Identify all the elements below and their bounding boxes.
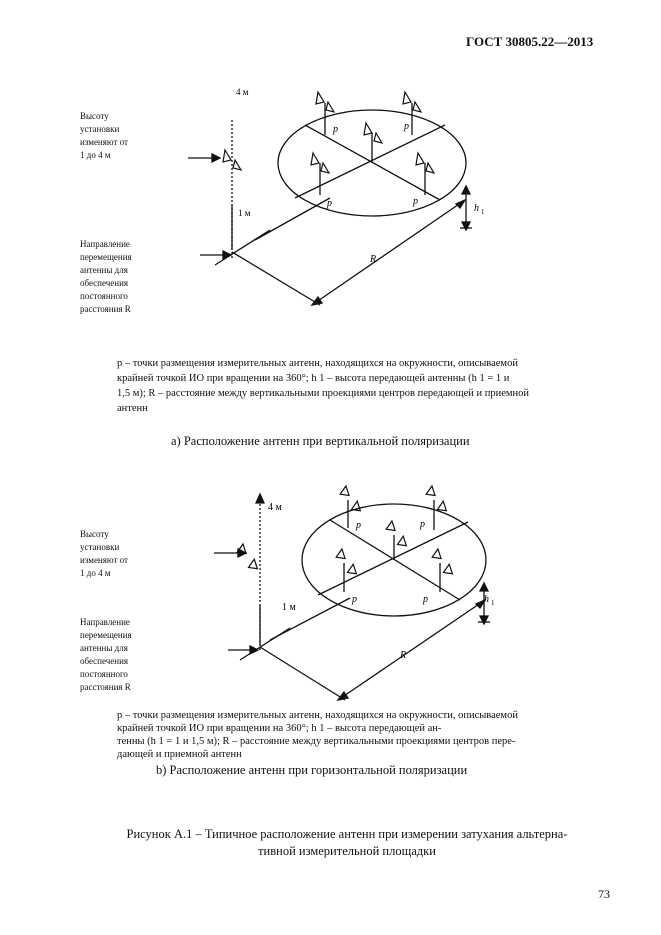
- caption-line: антенн: [117, 403, 148, 414]
- label-1m-a: 1 м: [238, 208, 251, 218]
- side-note-line: Высоту: [80, 529, 109, 539]
- side-note-line: изменяют от: [80, 137, 128, 147]
- label-R-b: R: [400, 650, 407, 661]
- label-4m-b: 4 м: [268, 502, 282, 513]
- caption-line: крайней точкой ИО при вращении на 360°; h 1 – высота передающей антенны (h 1 = 1 и: [117, 373, 510, 384]
- figure-b-caption: [117, 709, 614, 761]
- figure-title-line: Рисунок А.1 – Типичное расположение антенн при измерении затухания альтерна-: [126, 827, 568, 841]
- figure-b-subtitle: b) Расположение антенн при горизонтальной поляризации: [156, 763, 468, 777]
- standard-header: ГОСТ 30805.22—2013: [466, 34, 594, 49]
- caption-line: дающей и приемной антенн: [117, 749, 242, 760]
- caption-line: 1,5 м); R – расстояние между вертикальными проекциями центров передающей и приемной: [117, 388, 530, 399]
- side-note-line: антенны для: [80, 643, 128, 653]
- label-p: p: [420, 519, 425, 530]
- side-note-line: антенны для: [80, 265, 128, 275]
- caption-line: p – точки размещения измерительных антенн, находящихся на окружности, описываемой: [117, 358, 518, 369]
- label-4m-a: 4 м: [236, 87, 249, 97]
- label-p: p: [333, 124, 338, 135]
- side-note-line: расстояния R: [80, 304, 131, 314]
- side-note-line: Направление: [80, 239, 130, 249]
- side-note-line: Высоту: [80, 111, 109, 121]
- side-note-line: расстояния R: [80, 682, 131, 692]
- label-p: p: [327, 198, 332, 209]
- label-h1-sub-b: 1: [491, 599, 495, 607]
- side-note-line: изменяют от: [80, 555, 128, 565]
- side-note-line: 1 до 4 м: [80, 568, 111, 578]
- side-note-line: обеспечения: [80, 278, 129, 288]
- side-note-line: установки: [80, 542, 120, 552]
- label-h1-b: h: [484, 594, 489, 605]
- side-note-line: перемещения: [80, 630, 132, 640]
- label-p: p: [423, 594, 428, 605]
- side-note-line: Направление: [80, 617, 130, 627]
- label-R-a: R: [370, 254, 377, 265]
- label-p: p: [413, 196, 418, 207]
- figure-title-line: тивной измерительной площадки: [258, 844, 436, 858]
- page-number: 73: [598, 887, 610, 901]
- side-note-line: установки: [80, 124, 120, 134]
- label-p: p: [352, 594, 357, 605]
- label-p: p: [356, 520, 361, 531]
- side-note-line: 1 до 4 м: [80, 150, 111, 160]
- label-h1-sub-a: 1: [481, 208, 485, 216]
- caption-line: крайней точкой ИО при вращении на 360°; h 1 – высота передающей ан-: [117, 723, 442, 734]
- side-note-line: постоянного: [80, 291, 128, 301]
- side-note-line: перемещения: [80, 252, 132, 262]
- figure-title: [80, 826, 614, 860]
- side-note-line: обеспечения: [80, 656, 129, 666]
- caption-line: p – точки размещения измерительных антенн, находящихся на окружности, описываемой: [117, 710, 518, 721]
- label-h1-a: h: [474, 203, 479, 214]
- label-p: p: [404, 121, 409, 132]
- figure-a-subtitle: а) Расположение антенн при вертикальной поляризации: [171, 434, 470, 448]
- caption-line: тенны (h 1 = 1 и 1,5 м); R – расстояние между вертикальными проекциями центров пере-: [117, 736, 516, 747]
- label-1m-b: 1 м: [282, 602, 296, 613]
- side-note-line: постоянного: [80, 669, 128, 679]
